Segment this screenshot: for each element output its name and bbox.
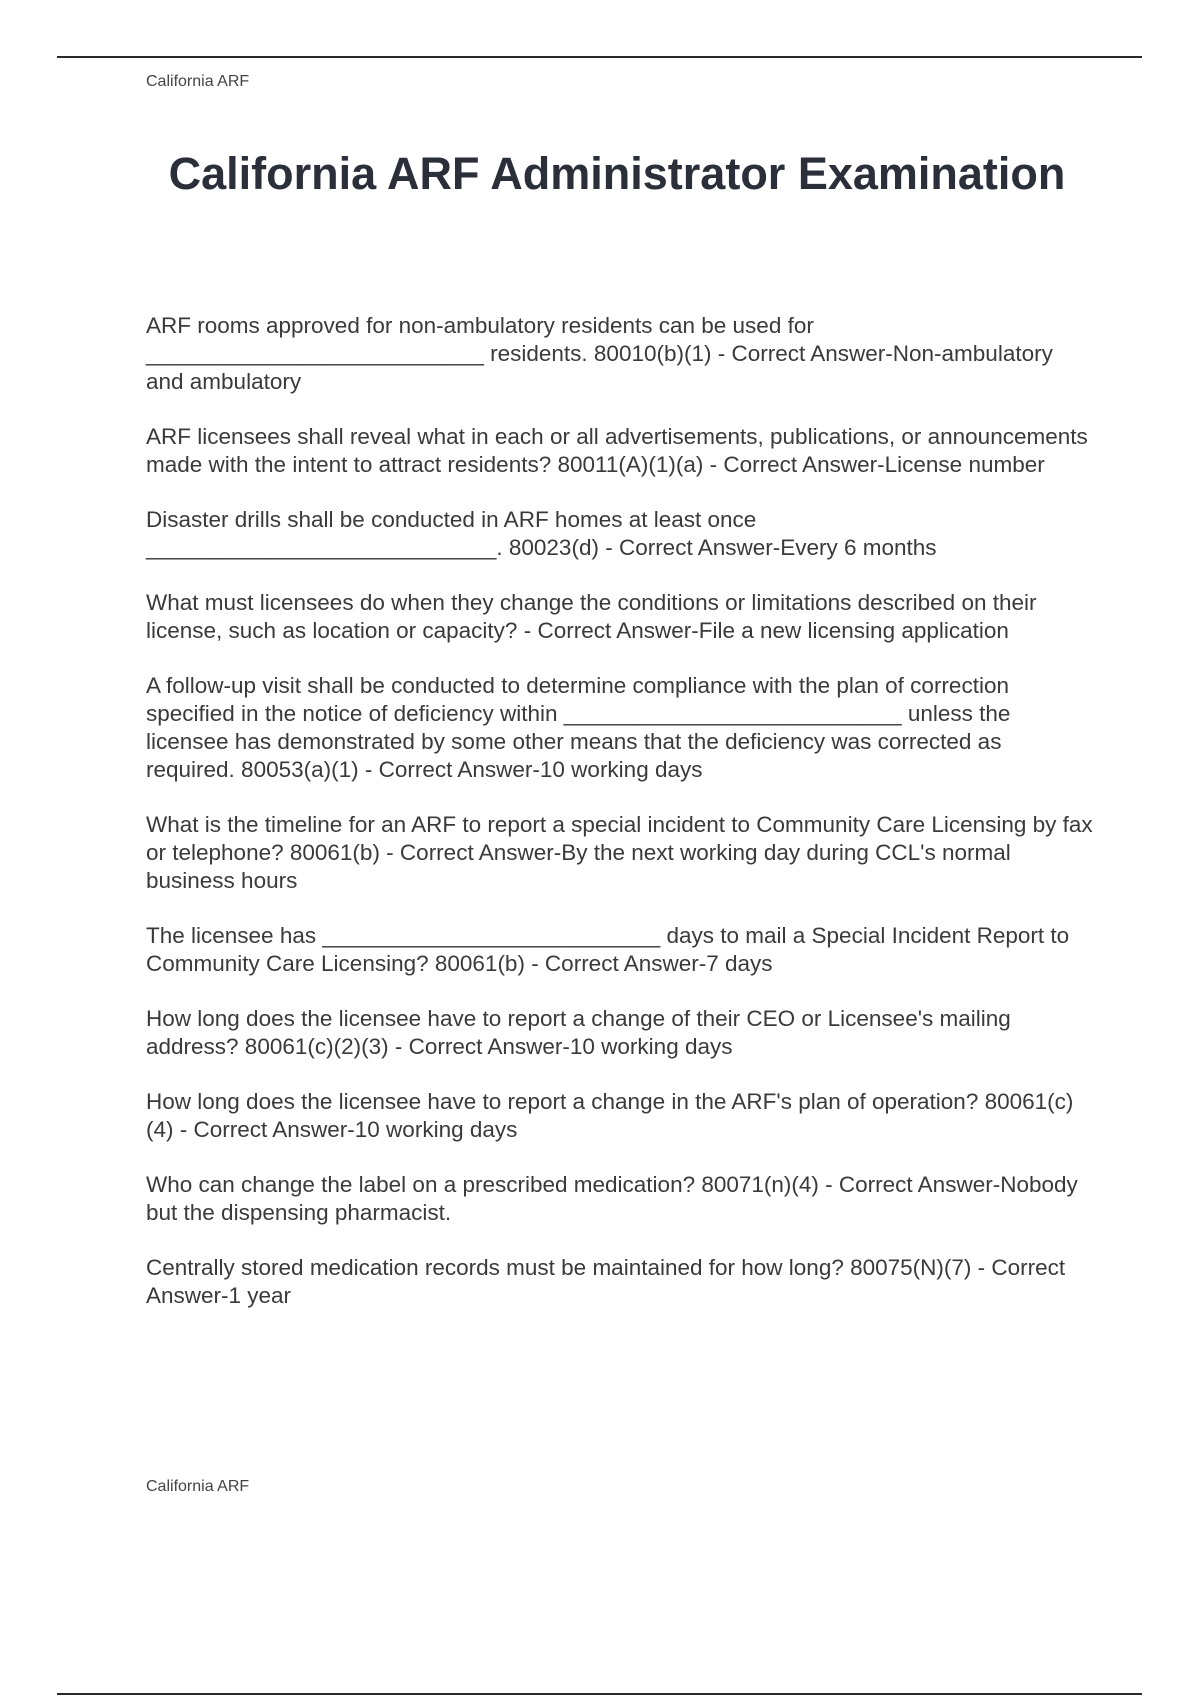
question-item: Centrally stored medication records must be maintained for how long? 80075(N)(7) - Correct Answer-1 year [146,1255,1066,1308]
question-item: Disaster drills shall be conducted in ARF homes at least once ____________________________. 80023(d) - Correct Answer-Every 6 months [146,507,937,560]
question-item: How long does the licensee have to report a change of their CEO or Licensee's mailing address? 80061(c)(2)(3) - Correct Answer-10 working days [146,1006,1011,1059]
running-header: California ARF [146,73,250,90]
page-title: California ARF Administrator Examination [168,148,1066,199]
question-item: A follow-up visit shall be conducted to determine compliance with the plan of correction specified in the notice of deficiency within ___________________________ unless the licensee has demonstrated by some other means that the deficiency was corrected as required. 80053(a)(1) - Correct Answer-10 working days [146,673,1011,782]
running-footer: California ARF [146,1478,250,1495]
bottom-divider [57,1693,1142,1695]
question-item: What is the timeline for an ARF to report a special incident to Community Care Licensing by fax or telephone? 80061(b) - Correct Answer-By the next working day during CCL's normal business hours [146,812,1093,893]
question-item: The licensee has ___________________________ days to mail a Special Incident Report to Community Care Licensing? 80061(b) - Correct Answer-7 days [146,923,1070,976]
question-item: ARF licensees shall reveal what in each or all advertisements, publications, or announcements made with the intent to attract residents? 80011(A)(1)(a) - Correct Answer-License number [146,424,1088,477]
question-item: How long does the licensee have to report a change in the ARF's plan of operation? 80061(c)(4) - Correct Answer-10 working days [146,1089,1074,1142]
question-list [146,312,1094,1337]
question-item: What must licensees do when they change the conditions or limitations described on their license, such as location or capacity? - Correct Answer-File a new licensing application [146,590,1037,643]
question-item: ARF rooms approved for non-ambulatory residents can be used for ___________________________ residents. 80010(b)(1) - Correct Answer-Non-ambulatory and ambulatory [146,313,1053,394]
top-divider [57,56,1142,58]
question-item: Who can change the label on a prescribed medication? 80071(n)(4) - Correct Answer-Nobody but the dispensing pharmacist. [146,1172,1078,1225]
